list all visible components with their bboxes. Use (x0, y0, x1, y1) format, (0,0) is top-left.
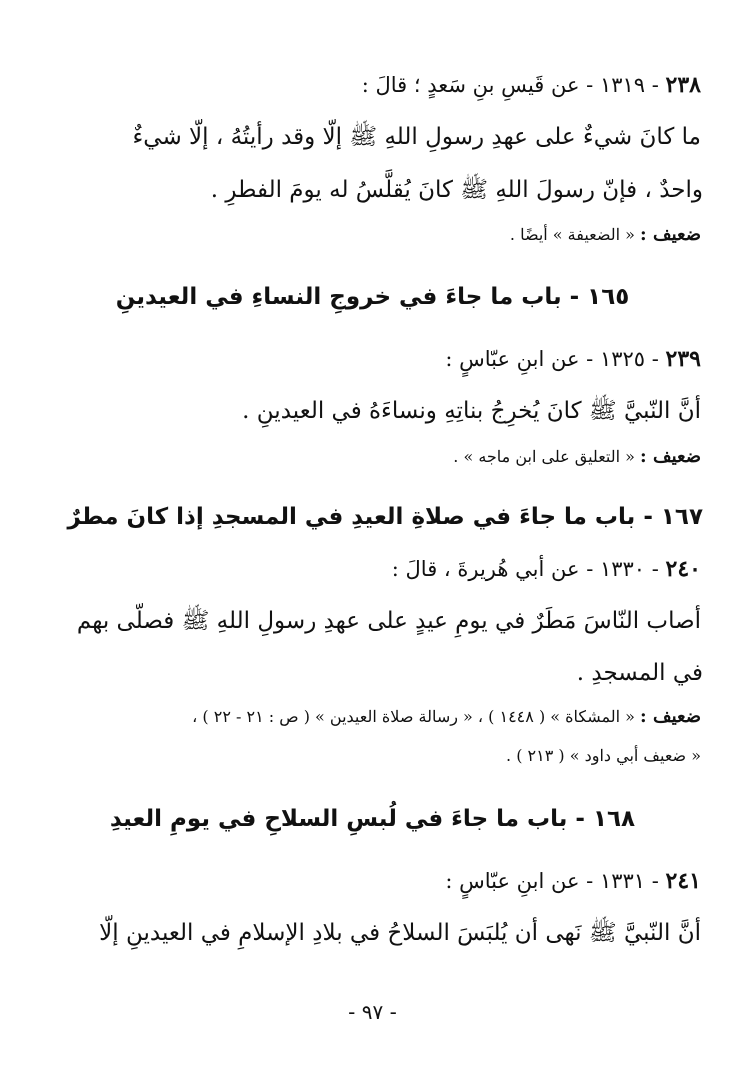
hadith-reference: - ١٣٣٠ - عن أبي هُريرةَ ، قالَ : (391, 557, 666, 581)
hadith-reference: - ١٣٣١ - عن ابنِ عبّاسٍ : (445, 869, 666, 893)
grade-source: « الضعيفة » أيضًا . (509, 225, 641, 244)
hadith-239-header (44, 346, 701, 372)
hadith-number: ٢٤٠ (665, 556, 701, 582)
chapter-167-title: ١٦٧ - باب ما جاءَ في صلاةِ العيدِ في المسجدِ إذا كانَ مطرٌ (67, 504, 703, 530)
chapter-165-title: ١٦٥ - باب ما جاءَ في خروجِ النساءِ في العيدينِ (115, 284, 630, 310)
grade-source: « المشكاة » ( ١٤٤٨ ) ، « رسالة صلاة العيدين » ( ص : ٢١ - ٢٢ ) ، (192, 707, 641, 726)
hadith-number: ٢٣٨ (665, 72, 701, 98)
hadith-238-header (44, 72, 701, 98)
hadith-reference: - ١٣٢٥ - عن ابنِ عبّاسٍ : (445, 347, 666, 371)
hadith-240-header (44, 556, 701, 582)
hadith-240-text-line-2: في المسجدِ . (576, 660, 703, 686)
hadith-240-grade-cont: « ضعيف أبي داود » ( ٢١٣ ) . (506, 746, 701, 765)
hadith-238-grade (44, 224, 701, 245)
hadith-240-grade (44, 706, 701, 727)
grade-source: « التعليق على ابن ماجه » . (453, 447, 641, 466)
hadith-238-text-line-1: ما كانَ شيءٌ على عهدِ رسولِ اللهِ ﷺ إلّا وقد رأيتُهُ ، إلّا شيءٌ (132, 124, 701, 150)
hadith-239-grade (44, 446, 701, 467)
hadith-240-text-line-1: أصاب النّاسَ مَطَرٌ في يومِ عيدٍ على عهدِ رسولِ اللهِ ﷺ فصلّى بهم (76, 608, 701, 634)
hadith-reference: - ١٣١٩ - عن قَيسِ بنِ سَعدٍ ؛ قالَ : (361, 73, 666, 97)
hadith-number: ٢٣٩ (665, 346, 701, 372)
hadith-239-text-line-1: أنَّ النّبيَّ ﷺ كانَ يُخرِجُ بناتِهِ ونساءَهُ في العيدينِ . (242, 398, 701, 424)
hadith-number: ٢٤١ (665, 868, 701, 894)
grade-label: ضعيف : (640, 446, 701, 467)
page-number: - ٩٧ - (348, 1000, 397, 1024)
hadith-238-text-line-2: واحدٌ ، فإنّ رسولَ اللهِ ﷺ كانَ يُقلَّسُ له يومَ الفطرِ . (210, 177, 703, 203)
hadith-241-header (44, 868, 701, 894)
chapter-168-title: ١٦٨ - باب ما جاءَ في لُبسِ السلاحِ في يومِ العيدِ (109, 806, 636, 832)
grade-label: ضعيف : (640, 706, 701, 727)
grade-label: ضعيف : (640, 224, 701, 245)
hadith-241-text-line-1: أنَّ النّبيَّ ﷺ نَهى أن يُلبَسَ السلاحُ في بلادِ الإسلامِ في العيدينِ إلّا (99, 920, 701, 946)
